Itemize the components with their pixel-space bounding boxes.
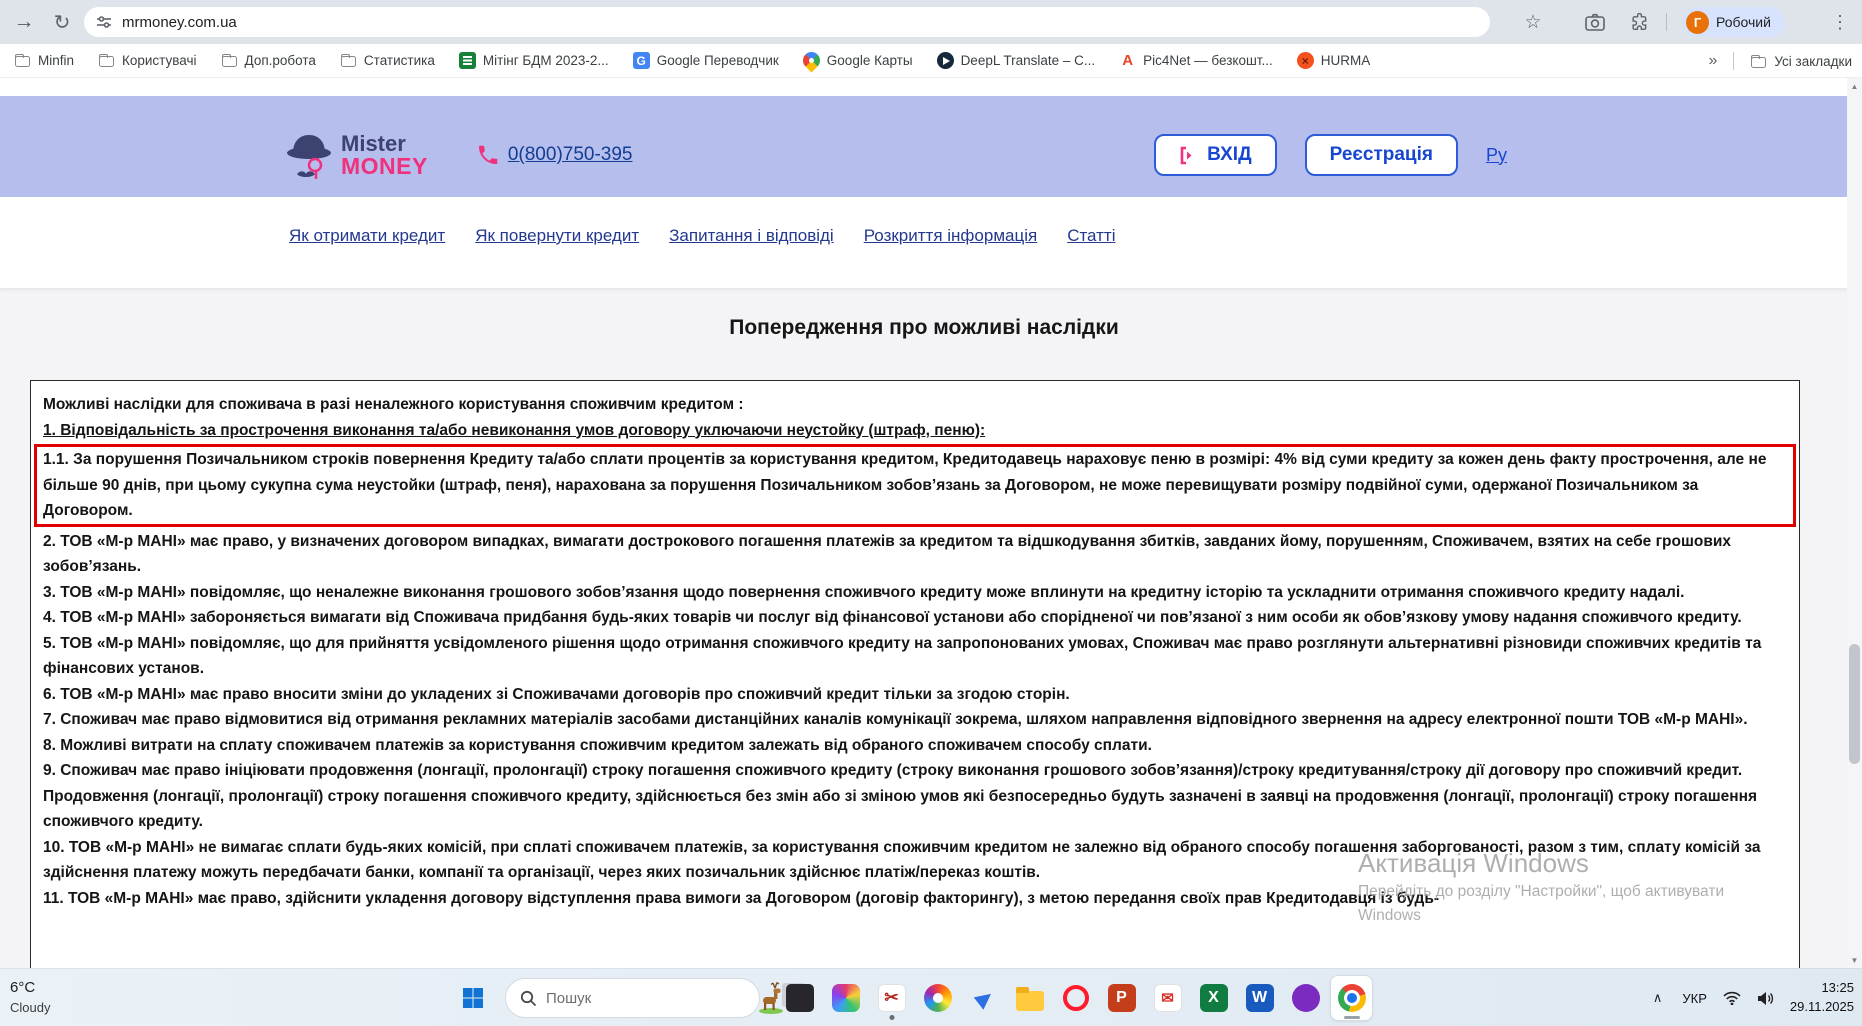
- bookmark-icon: [98, 52, 115, 69]
- address-bar[interactable]: [84, 7, 1490, 37]
- bookmark-label: DeepL Translate – C...: [960, 53, 1096, 68]
- folder-icon: [1750, 53, 1767, 70]
- forward-icon[interactable]: →: [13, 10, 35, 33]
- bookmark-item[interactable]: [633, 52, 779, 69]
- bookmark-icon: A: [1122, 52, 1134, 69]
- photos-app-app-icon[interactable]: [778, 975, 821, 1021]
- extensions-icon[interactable]: [1622, 0, 1656, 44]
- bookmark-icon: [14, 52, 31, 69]
- tray-chevron-icon[interactable]: ∧: [1652, 990, 1663, 1005]
- legal-paragraph: 3. ТОВ «М-р МАНІ» повідомляє, що неналежне виконання грошового зобов’язання щодо повернення споживчого кредиту може вплинути на кредитну історію та ускладнити отримання споживчого кредиту надалі.: [43, 583, 1685, 601]
- web-page: [0, 78, 1862, 968]
- logo-line1: Mister: [341, 130, 406, 156]
- legal-paragraph: 11. ТОВ «М-р МАНІ» має право, здійснити укладення договору відступлення права вимоги за Договором (договір факторингу), з метою передання своїх прав Кредитодавця із будь-: [43, 889, 1440, 907]
- search-icon: [520, 990, 537, 1007]
- all-bookmarks-label: Усі закладки: [1774, 53, 1852, 69]
- weather-widget[interactable]: [10, 977, 50, 1018]
- pointer-app-icon[interactable]: ▶: [971, 985, 996, 1011]
- language-switch[interactable]: Ру: [1485, 144, 1507, 165]
- scroll-up-icon[interactable]: ▲: [1850, 81, 1859, 91]
- nav-link[interactable]: Як повернути кредит: [475, 226, 640, 245]
- login-label: ВХІД: [1207, 144, 1252, 165]
- bookmark-icon: G: [633, 52, 650, 69]
- scrollbar-thumb[interactable]: [1849, 644, 1860, 764]
- legal-paragraph: 8. Можливі витрати на сплату споживачем платежів за користування споживчим кредитом залежать від обраного споживачем способу сплати.: [43, 736, 1152, 754]
- bookmark-label: Google Переводчик: [656, 53, 779, 68]
- legal-paragraph: 6. ТОВ «М-р МАНІ» має право вносити зміни до укладених зі Споживачами договорів про споживчий кредит тільки за згодою сторін.: [43, 685, 1070, 703]
- legal-paragraph: 4. ТОВ «М-р МАНІ» забороняється вимагати від Споживача придбання будь-яких товарів чи послуг від фінансової установи або спорідненої чи пов’язаної з ним особи як обов’язкову умову надання споживчого кредиту.: [43, 609, 1742, 626]
- bookmark-item[interactable]: [1297, 52, 1371, 69]
- bookmark-icon: [221, 52, 238, 69]
- bookmark-star-icon[interactable]: ☆: [1524, 11, 1542, 33]
- taskbar: [0, 968, 1862, 1026]
- paint-app-icon[interactable]: [916, 975, 959, 1021]
- bookmark-label: HURMA: [1320, 53, 1371, 68]
- browser-toolbar: [0, 0, 1862, 44]
- snipping-tool-app-icon[interactable]: ✂: [870, 975, 913, 1021]
- page-title: Попередження про можливі наслідки: [729, 316, 1119, 339]
- watermark-title: Активація Windows: [1358, 848, 1589, 878]
- legal-paragraph: 5. ТОВ «М-р МАНІ» повідомляє, що для прийняття усвідомленого рішення щодо отримання споживчого кредиту на запропонованих умовах, Споживач має право розглянути альтернативні різновиди споживчих кредитів та фінансових установ.: [43, 634, 1762, 677]
- adobe-cc-app-icon[interactable]: [824, 975, 867, 1021]
- bookmark-label: Доп.робота: [244, 53, 316, 68]
- profile-chip[interactable]: [1682, 7, 1785, 37]
- bookmarks-overflow-chevron[interactable]: »: [1708, 52, 1718, 69]
- scrollbar[interactable]: [1847, 78, 1862, 968]
- wifi-icon[interactable]: [1723, 991, 1741, 1005]
- nav-link[interactable]: Розкриття інформація: [863, 226, 1038, 245]
- start-button[interactable]: [452, 978, 494, 1018]
- powerpoint-app-icon[interactable]: P: [1100, 975, 1143, 1021]
- reload-icon[interactable]: ↻: [53, 11, 71, 34]
- date: 29.11.2025: [1789, 999, 1854, 1014]
- login-icon: [1179, 146, 1198, 165]
- site-logo[interactable]: [285, 127, 428, 183]
- opera-app-icon[interactable]: [1054, 975, 1097, 1021]
- windows-logo-icon: [461, 986, 485, 1010]
- register-button[interactable]: [1305, 134, 1458, 176]
- legal-paragraph: 2. ТОВ «М-р МАНІ» має право, у визначених договором випадках, вимагати дострокового погашення платежів за кредитом та відшкодування збитків, завданих йому, порушенням, Споживачем, взятих на себе грошових зобов’язань.: [43, 532, 1732, 575]
- bookmark-icon: [799, 48, 823, 72]
- bookmark-item[interactable]: [803, 52, 913, 69]
- phone-block: [476, 143, 633, 167]
- phone-link[interactable]: 0(800)750-395: [507, 144, 633, 165]
- bookmark-label: Google Карты: [826, 53, 913, 68]
- bookmark-icon: [459, 52, 476, 69]
- bookmark-label: Користувачі: [122, 53, 197, 68]
- register-label: Реєстрація: [1329, 144, 1433, 165]
- bookmark-item[interactable]: [340, 52, 435, 69]
- camera-icon[interactable]: [1578, 0, 1612, 44]
- bowler-hat-icon: [285, 127, 337, 183]
- bookmark-item[interactable]: [937, 52, 1096, 69]
- legal-text-box: [30, 380, 1800, 968]
- legal-paragraph: 1. Відповідальність за прострочення виконання та/або невиконання умов договору уключаючи неустойку (штраф, пеню):: [43, 421, 986, 439]
- bookmark-item[interactable]: [98, 52, 197, 69]
- bookmarks-bar: [0, 44, 1862, 78]
- bookmark-icon: [937, 52, 954, 69]
- legal-paragraph: 9. Споживач має право ініціювати продовження (лонгації, пролонгації) строку погашення споживчого кредиту (строку виконання грошового зобов’язання)/строку кредитування/строку дії договору про споживчий кредит. Продовження (лонгації, пролонгації) строку погашення споживчого кредиту, здійснюється без змін або зі зміною умов які безпосередньо будуть зазначені в заявці на продовження (лонгації, пролонгації) строку погашення споживчого кредиту.: [43, 762, 1758, 830]
- bookmark-label: Pic4Net — безкошт...: [1143, 53, 1273, 68]
- watermark-subtitle: Перейдіть до розділу "Настройки", щоб активувати: [1358, 883, 1725, 900]
- taskbar-search[interactable]: [505, 978, 760, 1018]
- legal-paragraph: Можливі наслідки для споживача в разі неналежного користування споживчим кредитом :: [43, 396, 744, 413]
- bookmarks-right: [1708, 44, 1852, 78]
- site-nav: [289, 226, 1116, 246]
- bookmark-icon: [340, 52, 357, 69]
- watermark-subtitle2: Windows: [1358, 907, 1421, 924]
- nav-link[interactable]: Запитання і відповіді: [669, 226, 834, 245]
- weather-desc: Cloudy: [10, 999, 51, 1015]
- system-tray: [1649, 969, 1854, 1026]
- nav-link[interactable]: Статті: [1067, 226, 1116, 245]
- mail-app-icon[interactable]: ✉: [1146, 975, 1189, 1021]
- volume-icon[interactable]: [1757, 991, 1774, 1006]
- clock[interactable]: [1790, 979, 1854, 1017]
- excel-app-icon[interactable]: X: [1192, 975, 1235, 1021]
- search-input[interactable]: [546, 990, 745, 1007]
- taskbar-apps: [778, 975, 1373, 1021]
- word-app-icon[interactable]: W: [1238, 975, 1281, 1021]
- bookmark-item[interactable]: [14, 52, 74, 69]
- login-button[interactable]: [1154, 134, 1277, 176]
- logo-line2: MONEY: [341, 152, 428, 179]
- browser-menu-icon[interactable]: ⋮: [1831, 11, 1849, 32]
- all-bookmarks-button[interactable]: [1750, 53, 1852, 70]
- bookmark-label: Мітінг БДМ 2023-2...: [482, 53, 609, 68]
- bookmark-label: Статистика: [363, 53, 435, 68]
- keyboard-language[interactable]: УКР: [1682, 990, 1707, 1006]
- logo-text: [341, 130, 428, 179]
- scroll-down-icon[interactable]: ▼: [1850, 955, 1859, 965]
- chrome-app-icon[interactable]: [1330, 975, 1373, 1021]
- file-explorer-app-icon[interactable]: [1008, 975, 1051, 1021]
- bookmarks-divider: [1733, 52, 1734, 70]
- legal-paragraph: 7. Споживач має право відмовитися від отримання рекламних матеріалів засобами дистанційних каналів комунікації зокрема, шляхом направлення відповідного звернення на адресу електронної пошти ТОВ «М-р МАНІ».: [43, 711, 1748, 728]
- bookmark-item[interactable]: [1119, 52, 1273, 69]
- phone-icon: [476, 143, 500, 167]
- bookmark-item[interactable]: [459, 52, 609, 69]
- profile-name: Робочий: [1716, 14, 1771, 30]
- avatar: Г: [1686, 11, 1709, 34]
- url-text: mrmoney.com.ua: [122, 13, 237, 31]
- header-actions: [1154, 134, 1507, 176]
- nav-link[interactable]: Як отримати кредит: [289, 226, 446, 245]
- weather-temp: 6°C: [10, 979, 36, 996]
- purple-app-app-icon[interactable]: [1284, 975, 1327, 1021]
- time: 13:25: [1821, 980, 1854, 996]
- site-info-icon[interactable]: [96, 14, 112, 30]
- toolbar-divider: [1666, 13, 1667, 31]
- bookmark-label: Minfin: [38, 53, 75, 68]
- legal-paragraph: 10. ТОВ «М-р МАНІ» не вимагає сплати будь-яких комісій, при сплаті споживачем платежів, за користування споживчим кредитом не залежно від обраного способу погашення заборгованості, разом з тим, сплату комісій за здійснення платежу можуть передбачати банки, компанії та організації, через яких позичальник здійснює платіж/переказ коштів.: [43, 838, 1761, 881]
- legal-paragraph: 1.1. За порушення Позичальником строків повернення Кредиту та/або сплати процентів за користування кредитом, Кредитодавець нараховує пеню в розмірі: 4% від суми кредиту за кожен день факту прострочення, але не більше 90 днів, при цьому сукупна сума неустойки (штраф, пеня), нарахована за порушення Позичальником зобов’язань за Договором, не може перевищувати розміру подвійної суми, одержаної Позичальником за Договором.: [34, 444, 1796, 527]
- bookmark-item[interactable]: [221, 52, 316, 69]
- site-header: [0, 96, 1862, 197]
- bookmark-icon: ×: [1297, 52, 1314, 69]
